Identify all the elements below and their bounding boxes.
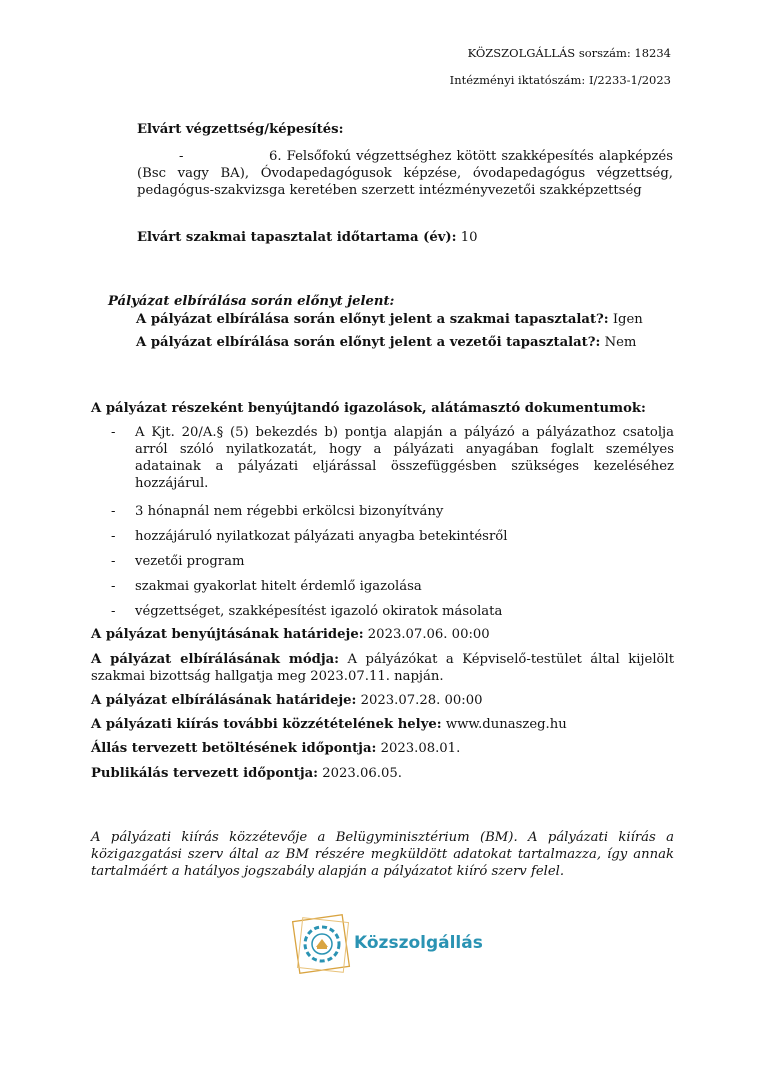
elbiralas-value: 2023.07.28. 00:00 (356, 693, 483, 708)
tapasztalat-value: 10 (456, 230, 478, 245)
list-dash: - (111, 579, 116, 594)
header-iktatoszam: Intézményi iktatószám: I/2233-1/2023 (449, 73, 671, 87)
footer-note: A pályázati kiírás közzétevője a Belügyminisztérium (BM). A pályázati kiírás a közigazgatási szerv által az BM részére megküldött adatokat tartalmazza, így annak tartalmáért a hatályos jogszabály alapján a pályázatot kiíró szerv felel. (91, 830, 674, 879)
list-dash: - (111, 425, 116, 440)
elony-item-2-label: A pályázat elbírálása során előnyt jelent a vezetői tapasztalat?: (136, 335, 601, 350)
kozszolgallas-logo (292, 914, 483, 976)
publikalas-line (91, 766, 402, 781)
benyujtas-line (91, 627, 490, 642)
vegzettseg-label: Elvárt végzettség/képesítés: (137, 122, 344, 137)
list-dash: - (111, 604, 116, 619)
elony-item-1 (136, 312, 643, 327)
mod-label: A pályázat elbírálásának módja: (91, 652, 340, 667)
list-item (91, 603, 674, 620)
vegzettseg-dash: - (179, 149, 184, 164)
betoltes-line (91, 741, 460, 756)
tapasztalat-label: Elvárt szakmai tapasztalat időtartama (év): (137, 230, 457, 245)
list-item (91, 424, 674, 492)
elony-item-2 (136, 335, 636, 350)
kozzetetel-value: www.dunaszeg.hu (441, 717, 567, 732)
vegzettseg-block (137, 148, 673, 199)
list-item-text: 3 hónapnál nem régebbi erkölcsi bizonyítvány (135, 504, 444, 519)
list-item-text: hozzájáruló nyilatkozat pályázati anyagba betekintésről (135, 529, 508, 544)
vegzettseg-text: 6. Felsőfokú végzettséghez kötött szakképesítés alapképzés (Bsc vagy BA), Óvodapedagógusok képzése, óvodapedagógus végzettség, pedagógus-szakvizsga keretében szerzett intézményvezetői szakképzettség (137, 149, 673, 198)
list-item (91, 528, 674, 545)
elbiralas-label: A pályázat elbírálásának határideje: (91, 693, 357, 708)
elony-item-1-value: Igen (608, 312, 643, 327)
mod-line (91, 651, 674, 685)
elony-heading: Pályázat elbírálása során előnyt jelent: (108, 294, 395, 309)
list-dash: - (111, 554, 116, 569)
elony-item-2-value: Nem (600, 335, 637, 350)
elbiralas-line (91, 693, 483, 708)
publikalas-value: 2023.06.05. (318, 766, 402, 781)
list-item (91, 578, 674, 595)
list-item-text: A Kjt. 20/A.§ (5) bekezdés b) pontja alapján a pályázó a pályázathoz csatolja arról szóló nyilatkozatát, hogy a pályázati anyagában foglalt személyes adatainak a pályázati eljárással összefüggésben szükséges kezeléséhez hozzájárul. (135, 425, 674, 491)
header-sorszam: KÖZSZOLGÁLLÁS sorszám: 18234 (467, 46, 671, 60)
list-item-text: szakmai gyakorlat hitelt érdemlő igazolása (135, 579, 422, 594)
publikalas-label: Publikálás tervezett időpontja: (91, 766, 319, 781)
mod-value: A pályázókat a Képviselő-testület által kijelölt szakmai bizottság hallgatja meg 2023.07.11. napján. (91, 652, 674, 684)
dokumentumok-list (91, 424, 674, 620)
benyujtas-label: A pályázat benyújtásának határideje: (91, 627, 364, 642)
list-item (91, 553, 674, 570)
list-item (91, 503, 674, 520)
elony-item-1-label: A pályázat elbírálása során előnyt jelent a szakmai tapasztalat?: (136, 312, 609, 327)
kozzetetel-label: A pályázati kiírás további közzétételének helye: (91, 717, 442, 732)
list-item-text: vezetői program (135, 554, 245, 569)
logo-text: Közszolgállás (354, 933, 483, 953)
list-dash: - (111, 529, 116, 544)
list-dash: - (111, 504, 116, 519)
betoltes-value: 2023.08.01. (376, 741, 461, 756)
tapasztalat-line (137, 230, 478, 245)
betoltes-label: Állás tervezett betöltésének időpontja: (91, 741, 377, 756)
benyujtas-value: 2023.07.06. 00:00 (363, 627, 490, 642)
kozzetetel-line (91, 717, 567, 732)
list-item-text: végzettséget, szakképesítést igazoló okiratok másolata (135, 604, 503, 619)
dokumentumok-heading: A pályázat részeként benyújtandó igazolások, alátámasztó dokumentumok: (91, 401, 646, 416)
